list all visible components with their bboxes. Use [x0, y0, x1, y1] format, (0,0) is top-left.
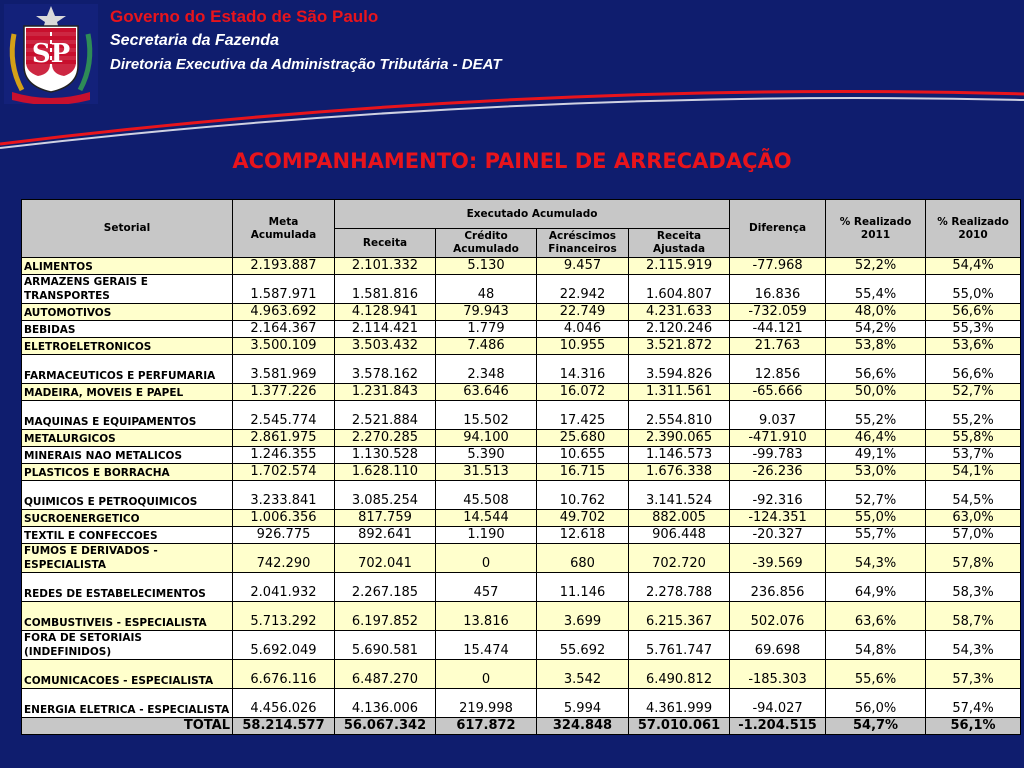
meta-cell: 2.545.774	[233, 401, 335, 430]
acrescimos-cell: 3.542	[537, 660, 629, 689]
table-row	[22, 510, 1021, 527]
acrescimos-cell: 10.955	[537, 338, 629, 355]
receita-cell: 2.114.421	[335, 321, 436, 338]
realizado-2010-cell: 55,8%	[926, 430, 1021, 447]
credito-cell: 94.100	[436, 430, 537, 447]
realizado-2010-cell: 55,2%	[926, 401, 1021, 430]
table-row	[22, 338, 1021, 355]
table-row	[22, 527, 1021, 544]
diferenca-cell: -94.027	[730, 689, 826, 718]
diferenca-cell: -77.968	[730, 258, 826, 275]
total-diferenca: -1.204.515	[730, 718, 826, 735]
realizado-2010-cell: 52,7%	[926, 384, 1021, 401]
table-row	[22, 401, 1021, 430]
sector-cell: ELETROELETRONICOS	[22, 338, 233, 355]
realizado-2011-cell: 53,8%	[826, 338, 926, 355]
meta-cell: 3.500.109	[233, 338, 335, 355]
table-row	[22, 304, 1021, 321]
acrescimos-cell: 14.316	[537, 355, 629, 384]
receita-cell: 892.641	[335, 527, 436, 544]
sector-cell: MADEIRA, MOVEIS E PAPEL	[22, 384, 233, 401]
sector-cell: AUTOMOTIVOS	[22, 304, 233, 321]
meta-cell: 1.702.574	[233, 464, 335, 481]
total-credito: 617.872	[436, 718, 537, 735]
realizado-2010-cell: 54,4%	[926, 258, 1021, 275]
realizado-2011-cell: 64,9%	[826, 573, 926, 602]
diferenca-cell: -44.121	[730, 321, 826, 338]
sector-cell: FARMACEUTICOS E PERFUMARIA	[22, 355, 233, 384]
col-header-realizado-2011: % Realizado 2011	[826, 200, 926, 258]
meta-cell: 2.164.367	[233, 321, 335, 338]
acrescimos-cell: 17.425	[537, 401, 629, 430]
credito-cell: 1.190	[436, 527, 537, 544]
realizado-2010-cell: 53,6%	[926, 338, 1021, 355]
acrescimos-cell: 22.749	[537, 304, 629, 321]
realizado-2011-cell: 56,0%	[826, 689, 926, 718]
acrescimos-cell: 4.046	[537, 321, 629, 338]
receita-cell: 3.503.432	[335, 338, 436, 355]
meta-cell: 1.587.971	[233, 275, 335, 304]
meta-cell: 1.377.226	[233, 384, 335, 401]
acrescimos-cell: 10.762	[537, 481, 629, 510]
realizado-2010-cell: 54,5%	[926, 481, 1021, 510]
receita-cell: 2.267.185	[335, 573, 436, 602]
realizado-2011-cell: 63,6%	[826, 602, 926, 631]
acrescimos-cell: 3.699	[537, 602, 629, 631]
table-row	[22, 481, 1021, 510]
receita-cell: 1.231.843	[335, 384, 436, 401]
col-header-acrescimos: Acréscimos Financeiros	[537, 229, 629, 258]
sector-cell: REDES DE ESTABELECIMENTOS	[22, 573, 233, 602]
realizado-2010-cell: 56,6%	[926, 304, 1021, 321]
meta-cell: 2.193.887	[233, 258, 335, 275]
sector-cell: METALURGICOS	[22, 430, 233, 447]
acrescimos-cell: 680	[537, 544, 629, 573]
meta-cell: 5.713.292	[233, 602, 335, 631]
credito-cell: 0	[436, 544, 537, 573]
receita-cell: 1.130.528	[335, 447, 436, 464]
table-row	[22, 384, 1021, 401]
diferenca-cell: -99.783	[730, 447, 826, 464]
table-row	[22, 258, 1021, 275]
receita-cell: 3.578.162	[335, 355, 436, 384]
col-header-executado: Executado Acumulado	[335, 200, 730, 229]
receita-cell: 1.581.816	[335, 275, 436, 304]
sector-cell: TEXTIL E CONFECCOES	[22, 527, 233, 544]
realizado-2011-cell: 54,2%	[826, 321, 926, 338]
acrescimos-cell: 55.692	[537, 631, 629, 660]
col-header-credito: Crédito Acumulado	[436, 229, 537, 258]
meta-cell: 4.456.026	[233, 689, 335, 718]
credito-cell: 5.130	[436, 258, 537, 275]
receita-cell: 817.759	[335, 510, 436, 527]
realizado-2010-cell: 58,3%	[926, 573, 1021, 602]
acrescimos-cell: 11.146	[537, 573, 629, 602]
receita-ajustada-cell: 3.521.872	[629, 338, 730, 355]
page-title: ACOMPANHAMENTO: PAINEL DE ARRECADAÇÃO	[232, 149, 792, 173]
table-row	[22, 447, 1021, 464]
realizado-2010-cell: 54,3%	[926, 631, 1021, 660]
government-title: Governo do Estado de São Paulo	[110, 7, 379, 26]
diferenca-cell: 21.763	[730, 338, 826, 355]
table-row	[22, 355, 1021, 384]
col-header-meta: Meta Acumulada	[233, 200, 335, 258]
realizado-2010-cell: 54,1%	[926, 464, 1021, 481]
receita-cell: 6.197.852	[335, 602, 436, 631]
table-row	[22, 430, 1021, 447]
realizado-2010-cell: 55,0%	[926, 275, 1021, 304]
svg-text:SP: SP	[31, 39, 71, 69]
table-row	[22, 689, 1021, 718]
diferenca-cell: 16.836	[730, 275, 826, 304]
sector-cell: COMBUSTIVEIS - ESPECIALISTA	[22, 602, 233, 631]
sector-cell: BEBIDAS	[22, 321, 233, 338]
receita-cell: 4.128.941	[335, 304, 436, 321]
col-header-setorial: Setorial	[22, 200, 233, 258]
acrescimos-cell: 25.680	[537, 430, 629, 447]
receita-ajustada-cell: 6.490.812	[629, 660, 730, 689]
credito-cell: 1.779	[436, 321, 537, 338]
table-row	[22, 660, 1021, 689]
meta-cell: 2.861.975	[233, 430, 335, 447]
table-row	[22, 544, 1021, 573]
acrescimos-cell: 22.942	[537, 275, 629, 304]
credito-cell: 0	[436, 660, 537, 689]
credito-cell: 7.486	[436, 338, 537, 355]
col-header-diferenca: Diferença	[730, 200, 826, 258]
receita-ajustada-cell: 4.231.633	[629, 304, 730, 321]
diferenca-cell: 236.856	[730, 573, 826, 602]
sector-cell: FUMOS E DERIVADOS - ESPECIALISTA	[22, 544, 233, 573]
credito-cell: 2.348	[436, 355, 537, 384]
diferenca-cell: -20.327	[730, 527, 826, 544]
receita-cell: 2.521.884	[335, 401, 436, 430]
meta-cell: 1.006.356	[233, 510, 335, 527]
receita-cell: 3.085.254	[335, 481, 436, 510]
total-label: TOTAL	[22, 718, 233, 735]
receita-ajustada-cell: 906.448	[629, 527, 730, 544]
sector-cell: ALIMENTOS	[22, 258, 233, 275]
receita-ajustada-cell: 2.390.065	[629, 430, 730, 447]
diferenca-cell: 9.037	[730, 401, 826, 430]
meta-cell: 3.233.841	[233, 481, 335, 510]
receita-cell: 1.628.110	[335, 464, 436, 481]
realizado-2011-cell: 53,0%	[826, 464, 926, 481]
table-row	[22, 573, 1021, 602]
meta-cell: 742.290	[233, 544, 335, 573]
receita-ajustada-cell: 2.554.810	[629, 401, 730, 430]
receita-ajustada-cell: 1.604.807	[629, 275, 730, 304]
diferenca-cell: -471.910	[730, 430, 826, 447]
receita-ajustada-cell: 1.146.573	[629, 447, 730, 464]
table-row	[22, 464, 1021, 481]
realizado-2011-cell: 52,2%	[826, 258, 926, 275]
realizado-2010-cell: 56,6%	[926, 355, 1021, 384]
total-realizado-2010: 56,1%	[926, 718, 1021, 735]
credito-cell: 48	[436, 275, 537, 304]
sector-cell: ENERGIA ELETRICA - ESPECIALISTA	[22, 689, 233, 718]
receita-cell: 6.487.270	[335, 660, 436, 689]
credito-cell: 13.816	[436, 602, 537, 631]
receita-ajustada-cell: 1.676.338	[629, 464, 730, 481]
secretariat-title: Secretaria da Fazenda	[110, 32, 279, 49]
diferenca-cell: -732.059	[730, 304, 826, 321]
diferenca-cell: -124.351	[730, 510, 826, 527]
table-row	[22, 275, 1021, 304]
realizado-2011-cell: 55,2%	[826, 401, 926, 430]
sector-cell: COMUNICACOES - ESPECIALISTA	[22, 660, 233, 689]
sector-cell: MINERAIS NAO METALICOS	[22, 447, 233, 464]
total-realizado-2011: 54,7%	[826, 718, 926, 735]
realizado-2011-cell: 54,8%	[826, 631, 926, 660]
acrescimos-cell: 16.072	[537, 384, 629, 401]
meta-cell: 5.692.049	[233, 631, 335, 660]
total-receita: 56.067.342	[335, 718, 436, 735]
credito-cell: 45.508	[436, 481, 537, 510]
receita-ajustada-cell: 2.278.788	[629, 573, 730, 602]
credito-cell: 15.474	[436, 631, 537, 660]
receita-ajustada-cell: 702.720	[629, 544, 730, 573]
total-row	[22, 718, 1021, 735]
sector-cell: FORA DE SETORIAIS (INDEFINIDOS)	[22, 631, 233, 660]
realizado-2010-cell: 58,7%	[926, 602, 1021, 631]
meta-cell: 1.246.355	[233, 447, 335, 464]
sector-cell: ARMAZENS GERAIS E TRANSPORTES	[22, 275, 233, 304]
realizado-2010-cell: 53,7%	[926, 447, 1021, 464]
receita-cell: 702.041	[335, 544, 436, 573]
table-row	[22, 321, 1021, 338]
revenue-panel-table	[21, 199, 1021, 735]
diferenca-cell: 69.698	[730, 631, 826, 660]
acrescimos-cell: 12.618	[537, 527, 629, 544]
receita-ajustada-cell: 2.115.919	[629, 258, 730, 275]
receita-ajustada-cell: 3.594.826	[629, 355, 730, 384]
diferenca-cell: -26.236	[730, 464, 826, 481]
receita-ajustada-cell: 4.361.999	[629, 689, 730, 718]
col-header-receita-ajustada: Receita Ajustada	[629, 229, 730, 258]
directorate-title: Diretoria Executiva da Administração Tributária - DEAT	[110, 56, 502, 73]
sector-cell: SUCROENERGETICO	[22, 510, 233, 527]
total-acrescimos: 324.848	[537, 718, 629, 735]
realizado-2011-cell: 50,0%	[826, 384, 926, 401]
realizado-2010-cell: 57,4%	[926, 689, 1021, 718]
acrescimos-cell: 49.702	[537, 510, 629, 527]
receita-ajustada-cell: 6.215.367	[629, 602, 730, 631]
realizado-2011-cell: 49,1%	[826, 447, 926, 464]
realizado-2011-cell: 54,3%	[826, 544, 926, 573]
realizado-2011-cell: 48,0%	[826, 304, 926, 321]
acrescimos-cell: 5.994	[537, 689, 629, 718]
acrescimos-cell: 9.457	[537, 258, 629, 275]
sector-cell: PLASTICOS E BORRACHA	[22, 464, 233, 481]
header-swoosh-divider	[0, 80, 1024, 150]
diferenca-cell: -92.316	[730, 481, 826, 510]
table-row	[22, 631, 1021, 660]
diferenca-cell: -185.303	[730, 660, 826, 689]
credito-cell: 5.390	[436, 447, 537, 464]
realizado-2011-cell: 55,6%	[826, 660, 926, 689]
sector-cell: QUIMICOS E PETROQUIMICOS	[22, 481, 233, 510]
receita-ajustada-cell: 1.311.561	[629, 384, 730, 401]
realizado-2011-cell: 52,7%	[826, 481, 926, 510]
total-receita-ajustada: 57.010.061	[629, 718, 730, 735]
meta-cell: 4.963.692	[233, 304, 335, 321]
credito-cell: 79.943	[436, 304, 537, 321]
realizado-2011-cell: 55,0%	[826, 510, 926, 527]
realizado-2010-cell: 57,3%	[926, 660, 1021, 689]
credito-cell: 31.513	[436, 464, 537, 481]
receita-cell: 2.101.332	[335, 258, 436, 275]
realizado-2010-cell: 57,0%	[926, 527, 1021, 544]
credito-cell: 219.998	[436, 689, 537, 718]
table-row	[22, 602, 1021, 631]
col-header-realizado-2010: % Realizado 2010	[926, 200, 1021, 258]
receita-ajustada-cell: 5.761.747	[629, 631, 730, 660]
credito-cell: 14.544	[436, 510, 537, 527]
realizado-2011-cell: 55,7%	[826, 527, 926, 544]
meta-cell: 2.041.932	[233, 573, 335, 602]
receita-cell: 4.136.006	[335, 689, 436, 718]
realizado-2011-cell: 46,4%	[826, 430, 926, 447]
receita-ajustada-cell: 2.120.246	[629, 321, 730, 338]
meta-cell: 6.676.116	[233, 660, 335, 689]
diferenca-cell: -39.569	[730, 544, 826, 573]
credito-cell: 15.502	[436, 401, 537, 430]
total-meta: 58.214.577	[233, 718, 335, 735]
meta-cell: 926.775	[233, 527, 335, 544]
diferenca-cell: -65.666	[730, 384, 826, 401]
sector-cell: MAQUINAS E EQUIPAMENTOS	[22, 401, 233, 430]
realizado-2010-cell: 55,3%	[926, 321, 1021, 338]
meta-cell: 3.581.969	[233, 355, 335, 384]
receita-cell: 2.270.285	[335, 430, 436, 447]
acrescimos-cell: 16.715	[537, 464, 629, 481]
diferenca-cell: 502.076	[730, 602, 826, 631]
diferenca-cell: 12.856	[730, 355, 826, 384]
col-header-receita: Receita	[335, 229, 436, 258]
credito-cell: 63.646	[436, 384, 537, 401]
realizado-2011-cell: 55,4%	[826, 275, 926, 304]
receita-ajustada-cell: 882.005	[629, 510, 730, 527]
realizado-2011-cell: 56,6%	[826, 355, 926, 384]
receita-cell: 5.690.581	[335, 631, 436, 660]
acrescimos-cell: 10.655	[537, 447, 629, 464]
credito-cell: 457	[436, 573, 537, 602]
realizado-2010-cell: 57,8%	[926, 544, 1021, 573]
receita-ajustada-cell: 3.141.524	[629, 481, 730, 510]
realizado-2010-cell: 63,0%	[926, 510, 1021, 527]
